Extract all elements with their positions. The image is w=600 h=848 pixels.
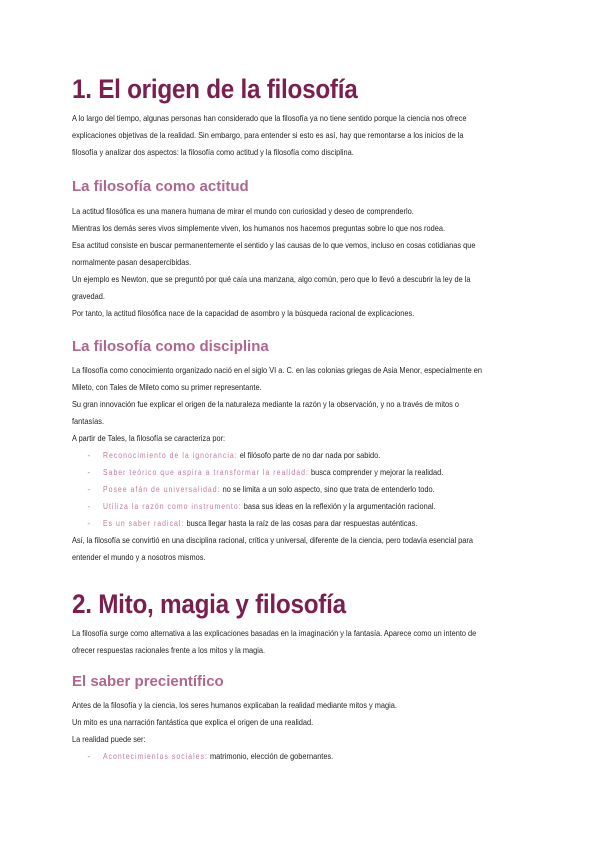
bullet-dash: - [87,501,90,511]
paragraph-line: Antes de la filosofía y la ciencia, los seres humanos explicaban la realidad mediante mitos y magia. [72,700,397,710]
paragraph-line: gravedad. [72,291,105,301]
item-lead: Saber teórico que aspira a transformar la realidad: [102,468,309,477]
list-item [72,447,468,464]
subsection-precientifico-body [72,697,532,765]
paragraph-line: normalmente pasan desapercibidas. [72,257,192,267]
subsection-actitud-title: La filosofía como actitud [72,178,249,195]
paragraph-line: Mileto, con Tales de Mileto como su primer representante. [72,382,262,392]
paragraph-line: filosofía y analizar dos aspectos: la filosofía como actitud y la filosofía como disciplina. [72,147,354,157]
subsection-actitud-body [72,203,532,322]
item-lead: Acontecimientos sociales: [102,752,208,761]
section-2-title: 2. Mito, magia y filosofía [72,589,346,619]
paragraph-line: La filosofía surge como alternativa a las explicaciones basadas en la imaginación y la fantasía. Aparece como un intento de [72,628,477,638]
paragraph-line: Esa actitud consiste en buscar permanentemente el sentido y las causas de lo que vemos, incluso en cosas cotidianas que [72,240,476,250]
list-item [72,515,468,532]
paragraph-line: Así, la filosofía se convirtió en una disciplina racional, crítica y universal, diferente de la ciencia, pero todavía esencial para [72,535,473,545]
item-text: matrimonio, elección de gobernantes. [207,751,334,761]
item-text: busca comprender y mejorar la realidad. [308,467,444,477]
list-item [72,464,468,481]
section-1-title: 1. El origen de la filosofía [72,74,358,104]
paragraph-line: Por tanto, la actitud filosófica nace de la capacidad de asombro y la búsqueda racional de explicaciones. [72,308,415,318]
paragraph-line: ofrecer respuestas racionales frente a los mitos y la magia. [72,645,266,655]
subsection-disciplina-body [72,362,532,566]
subsection-precientifico-title: El saber precientífico [72,673,224,690]
item-text: busca llegar hasta la raíz de las cosas para dar respuestas auténticas. [184,518,418,528]
bullet-dash: - [87,518,90,528]
characteristics-list [72,447,532,532]
paragraph-line: Mientras los demás seres vivos simplemente viven, los humanos nos hacemos preguntas sobre lo que nos rodea. [72,223,446,233]
item-lead: Utiliza la razón como instrumento: [102,502,242,511]
list-item [72,748,468,765]
item-text: el filósofo parte de no dar nada por sabido. [237,450,381,460]
item-lead: Posee afán de universalidad: [102,485,221,494]
paragraph-line: A partir de Tales, la filosofía se caracteriza por: [72,433,226,443]
paragraph-line: La filosofía como conocimiento organizado nació en el siglo VI a. C. en las colonias griegas de Asia Menor, especialmente en [72,365,483,375]
paragraph-line: La actitud filosófica es una manera humana de mirar el mundo con curiosidad y deseo de comprenderlo. [72,206,414,216]
item-lead: Reconocimiento de la ignorancia: [102,451,238,460]
list-item [72,481,468,498]
item-text: basa sus ideas en la reflexión y la argumentación racional. [241,501,436,511]
bullet-dash: - [87,467,90,477]
reality-list [72,748,532,765]
bullet-dash: - [87,751,90,761]
paragraph-line: Un mito es una narración fantástica que explica el origen de una realidad. [72,717,314,727]
item-lead: Es un saber radical: [102,519,185,528]
paragraph-line: fantasías. [72,416,105,426]
paragraph-line: Un ejemplo es Newton, que se preguntó por qué caía una manzana, algo común, pero que lo llevó a descubrir la ley de la [72,274,471,284]
paragraph-line: A lo largo del tiempo, algunas personas han considerado que la filosofía ya no tiene sentido porque la ciencia nos ofrece [72,113,467,123]
paragraph-line: La realidad puede ser: [72,734,146,744]
bullet-dash: - [87,450,90,460]
bullet-dash: - [87,484,90,494]
paragraph-line: Su gran innovación fue explicar el origen de la naturaleza mediante la razón y la observación, y no a través de mitos o [72,399,460,409]
section-2-intro [72,625,532,659]
subsection-disciplina-title: La filosofía como disciplina [72,338,269,355]
list-item [72,498,468,515]
item-text: no se limita a un solo aspecto, sino que trata de entenderlo todo. [220,484,435,494]
section-1-intro [72,110,532,161]
paragraph-line: entender el mundo y a nosotros mismos. [72,552,206,562]
paragraph-line: explicaciones objetivas de la realidad. Sin embargo, para entender si esto es así, hay que remontarse a los inicios de la [72,130,464,140]
